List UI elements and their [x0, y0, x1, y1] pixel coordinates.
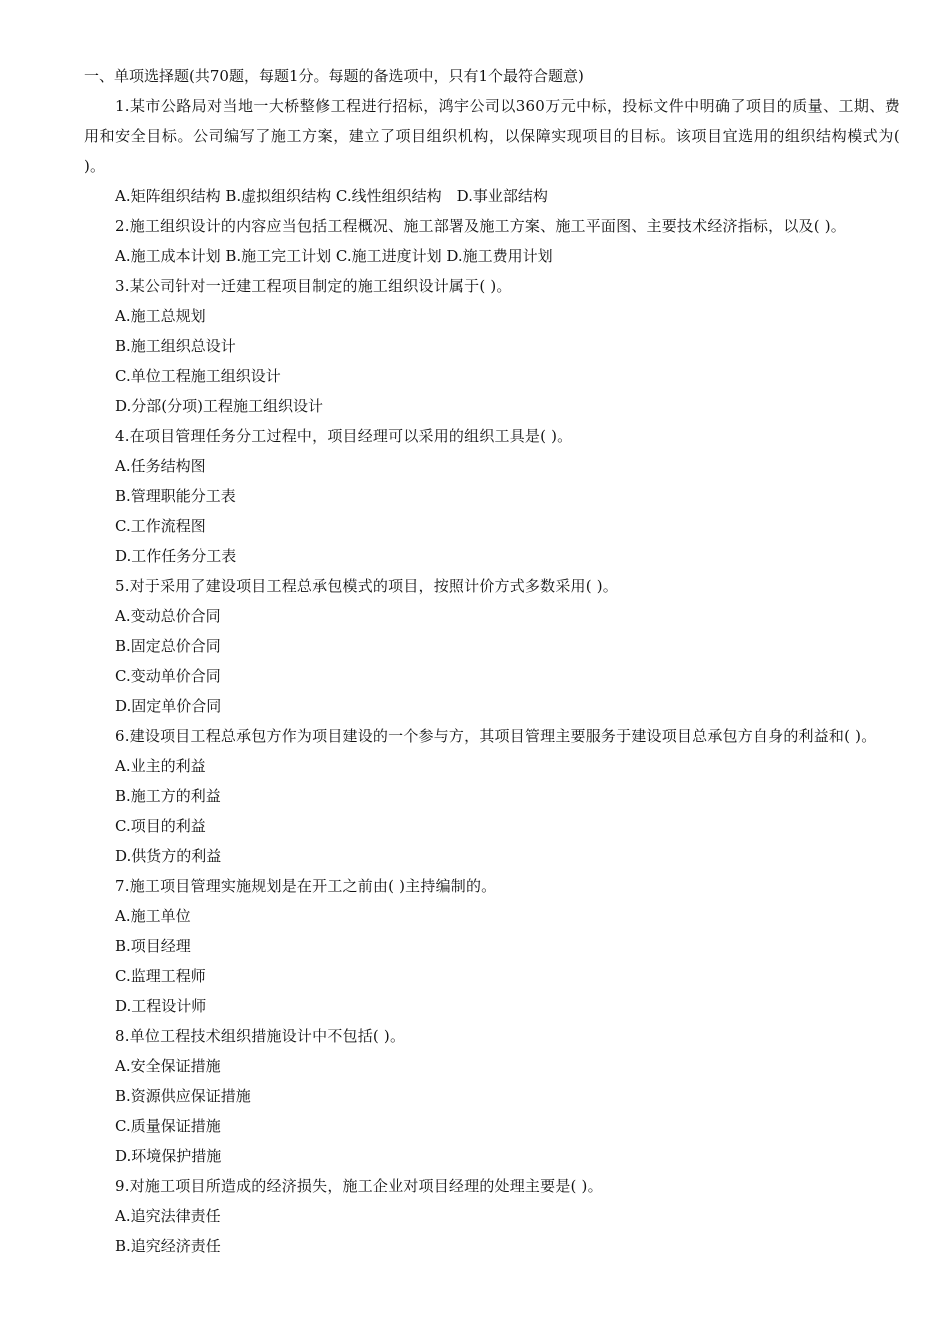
section-title: 一、单项选择题(共70题，每题1分。每题的备选项中，只有1个最符合题意): [84, 67, 584, 85]
answer-option: C.单位工程施工组织设计: [115, 367, 281, 385]
answer-option: D.工作任务分工表: [115, 547, 237, 565]
answer-option: C.质量保证措施: [115, 1117, 221, 1135]
answer-option: A.安全保证措施: [115, 1057, 221, 1075]
answer-option: D.工程设计师: [115, 997, 207, 1015]
question-stem: 6.建设项目工程总承包方作为项目建设的一个参与方，其项目管理主要服务于建设项目总承包方自身的利益和( )。: [115, 727, 877, 745]
answer-option: A.矩阵组织结构 B.虚拟组织结构 C.线性组织结构 D.事业部结构: [115, 187, 548, 205]
answer-option: B.管理职能分工表: [115, 487, 236, 505]
question-stem: 3.某公司针对一迁建工程项目制定的施工组织设计属于( )。: [115, 277, 512, 295]
question-block: [84, 1171, 900, 1261]
question-block: [84, 211, 900, 271]
answer-option: A.业主的利益: [115, 757, 206, 775]
answer-option: B.资源供应保证措施: [115, 1087, 251, 1105]
answer-option: B.固定总价合同: [115, 637, 221, 655]
question-block: [84, 871, 900, 1021]
answer-option: A.施工总规划: [115, 307, 206, 325]
answer-option: C.项目的利益: [115, 817, 206, 835]
answer-option: A.施工单位: [115, 907, 191, 925]
question-block: [84, 271, 900, 421]
answer-option: A.追究法律责任: [115, 1207, 221, 1225]
answer-option: B.施工方的利益: [115, 787, 221, 805]
question-block: [84, 91, 900, 211]
question-block: [84, 421, 900, 571]
answer-option: A.任务结构图: [115, 457, 206, 475]
answer-option: D.环境保护措施: [115, 1147, 222, 1165]
question-stem: 2.施工组织设计的内容应当包括工程概况、施工部署及施工方案、施工平面图、主要技术经济指标，以及( )。: [115, 217, 846, 235]
answer-option: C.变动单价合同: [115, 667, 221, 685]
question-block: [84, 721, 900, 871]
question-stem: 1.某市公路局对当地一大桥整修工程进行招标，鸿宇公司以360万元中标，投标文件中明确了项目的质量、工期、费用和安全目标。公司编写了施工方案，建立了项目组织机构，以保障实现项目的目标。该项目宜选用的组织结构模式为( )。: [84, 97, 900, 175]
question-stem: 7.施工项目管理实施规划是在开工之前由( )主持编制的。: [115, 877, 497, 895]
answer-option: B.施工组织总设计: [115, 337, 236, 355]
question-list: [84, 91, 900, 1261]
question-stem: 4.在项目管理任务分工过程中，项目经理可以采用的组织工具是( )。: [115, 427, 573, 445]
answer-option: C.监理工程师: [115, 967, 206, 985]
answer-option: B.项目经理: [115, 937, 191, 955]
answer-option: D.固定单价合同: [115, 697, 222, 715]
answer-option: A.施工成本计划 B.施工完工计划 C.施工进度计划 D.施工费用计划: [115, 247, 553, 265]
answer-option: C.工作流程图: [115, 517, 206, 535]
answer-option: D.分部(分项)工程施工组织设计: [115, 397, 323, 415]
answer-option: D.供货方的利益: [115, 847, 222, 865]
answer-option: B.追究经济责任: [115, 1237, 221, 1255]
question-stem: 5.对于采用了建设项目工程总承包模式的项目，按照计价方式多数采用( )。: [115, 577, 618, 595]
question-stem: 8.单位工程技术组织措施设计中不包括( )。: [115, 1027, 406, 1045]
question-block: [84, 571, 900, 721]
question-stem: 9.对施工项目所造成的经济损失，施工企业对项目经理的处理主要是( )。: [115, 1177, 603, 1195]
question-block: [84, 1021, 900, 1171]
answer-option: A.变动总价合同: [115, 607, 221, 625]
